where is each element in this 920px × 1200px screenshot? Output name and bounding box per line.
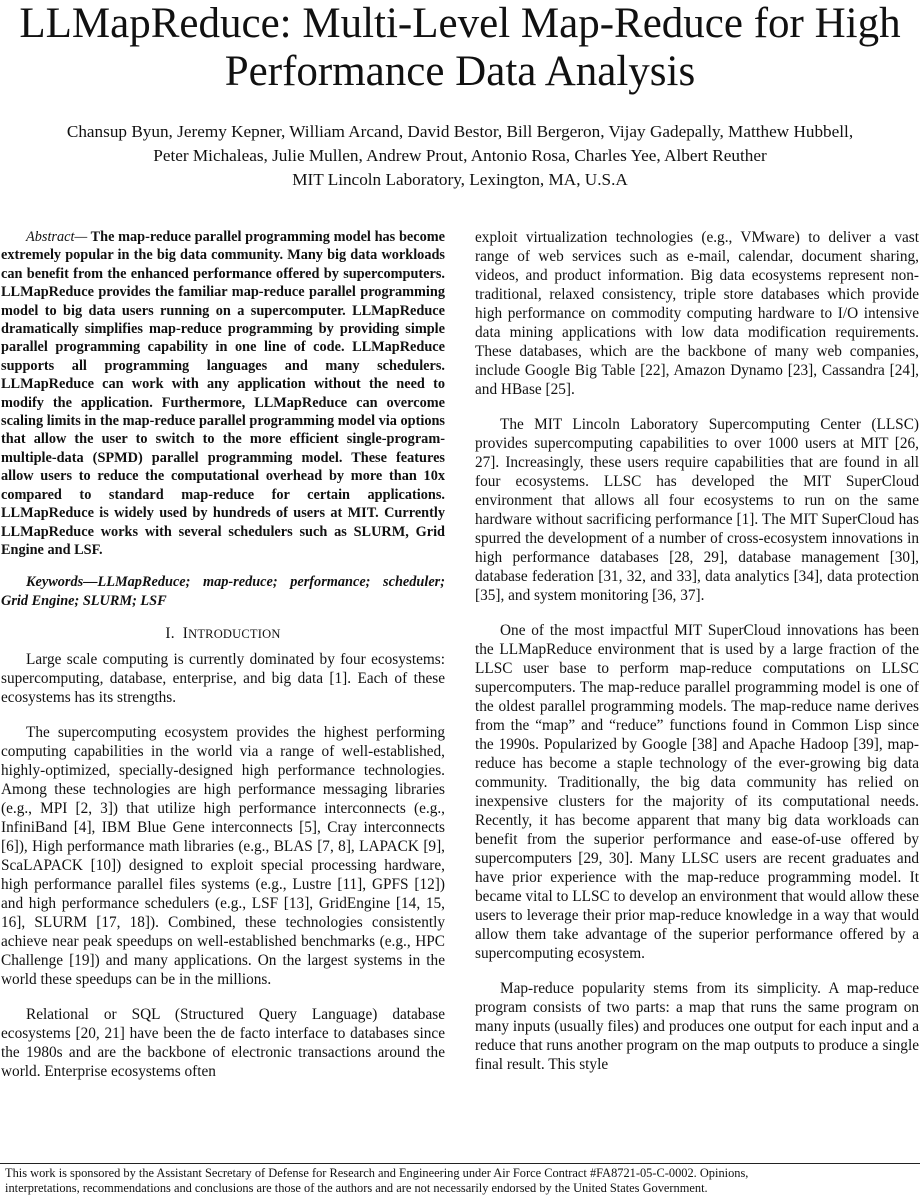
abstract-lead: Abstract— [26, 229, 88, 245]
author-list-line-1: Chansup Byun, Jeremy Kepner, William Arcand, David Bestor, Bill Bergeron, Vijay Gadepally, Matthew Hubbell, [66, 122, 854, 141]
affiliation: MIT Lincoln Laboratory, Lexington, MA, U.S.A [292, 170, 628, 189]
footnote [5, 1166, 915, 1196]
paragraph: exploit virtualization technologies (e.g., VMware) to deliver a vast range of web services such as e-mail, calendar, document sharing, videos, and product information. Big data ecosystems represent non-traditional, relaxed consistency, triple store databases which provide high performance on commodity computing hardware to I/O intensive data mining applications with low data modification requirements. These databases, which are the backbone of many web companies, include Google Big Table [22], Amazon Dynamo [23], Cassandra [24], and HBase [25]. [475, 229, 919, 398]
left-column [1, 228, 445, 1097]
abstract [1, 228, 445, 559]
paper-title-line-1: LLMapReduce: Multi-Level Map-Reduce for High [19, 0, 901, 47]
footnote-line-2: interpretations, recommendations and conclusions are those of the authors and are not necessarily endorsed by the United States Government. [5, 1181, 708, 1195]
paragraph: Relational or SQL (Structured Query Language) database ecosystems [20, 21] have been the de facto interface to databases since the 1980s and are the backbone of electronic transactions around the world. Enterprise ecosystems often [1, 1006, 445, 1081]
author-list-line-2: Peter Michaleas, Julie Mullen, Andrew Prout, Antonio Rosa, Charles Yee, Albert Reuther [153, 146, 767, 165]
section-title-rest: NTRODUCTION [188, 627, 281, 642]
section-numeral: I. [165, 625, 175, 643]
footnote-divider [0, 1163, 920, 1164]
paragraph: The supercomputing ecosystem provides the highest performing computing capabilities in the world via a range of well-established, highly-optimized, specially-designed high performance technologies. Among these technologies are high performance messaging libraries (e.g., MPI [2, 3]) that utilize high performance interconnects (e.g., InfiniBand [4], IBM Blue Gene interconnects [5], Cray interconnects [6]), High performance math libraries (e.g., BLAS [7, 8], LAPACK [9], ScaLAPACK [10]) designed to exploit special processing hardware, high performance parallel files systems (e.g., Lustre [11], GPFS [12]) and high performance schedulers (e.g., LSF [13], GridEngine [14, 15, 16], SLURM [17, 18]). Combined, these technologies consistently achieve near peak speedups on well-established benchmarks (e.g., HPC Challenge [19]) and many applications. On the largest systems in the world these speedups can be in the millions. [1, 724, 445, 989]
section-heading-introduction [1, 624, 445, 644]
paper-title-line-2: Performance Data Analysis [224, 48, 696, 95]
paragraph: Large scale computing is currently dominated by four ecosystems: supercomputing, database, enterprise, and big data [1]. Each of these ecosystems has its strengths. [1, 651, 445, 707]
paragraph: One of the most impactful MIT SuperCloud innovations has been the LLMapReduce environment that is used by a large fraction of the LLSC user base to perform map-reduce computations on LLSC supercomputers. The map-reduce parallel programming model is one of the oldest parallel programming models. The map-reduce name derives from the “map” and “reduce” functions found in Common Lisp since the 1990s. Popularized by Google [38] and Apache Hadoop [39], map-reduce has become a staple technology of the ever-growing big data community. Traditionally, the big data community has relied on inexpensive clusters for the majority of its computational needs. Recently, it has become apparent that many big data workloads can benefit from the superior performance and ease-of-use offered by supercomputers [29, 30]. Many LLSC users are recent graduates and have prior experience with the map-reduce programming model. It became vital to LLSC to develop an environment that would allow these users to leverage their prior map-reduce knowledge in a way that would allow them take advantage of the superior performance offered by a supercomputing ecosystem. [475, 622, 919, 962]
paragraph: The MIT Lincoln Laboratory Supercomputing Center (LLSC) provides supercomputing capabilities to over 1000 users at MIT [26, 27]. Increasingly, these users require capabilities that are found in all four ecosystems. LLSC has developed the MIT SuperCloud environment that allows all four ecosystems to run on the same hardware without sacrificing performance [1]. The MIT SuperCloud has spurred the development of a number of cross-ecosystem innovations in high performance databases [28, 29], database management [30], database federation [31, 32, and 33], data analytics [34], data protection [35], and system monitoring [36, 37]. [475, 416, 919, 604]
author-block [0, 120, 920, 192]
paragraph: Map-reduce popularity stems from its simplicity. A map-reduce program consists of two parts: a map that runs the same program on many inputs (usually files) and produces one output for each input and a reduce that runs another program on the map outputs to produce a single final result. This style [475, 980, 919, 1073]
keywords: Keywords—LLMapReduce; map-reduce; performance; scheduler; Grid Engine; SLURM; LSF [1, 574, 445, 609]
footnote-line-1: This work is sponsored by the Assistant Secretary of Defense for Research and Engineering under Air Force Contract #FA8721-05-C-0002. Opinions, [5, 1166, 749, 1180]
abstract-text: The map-reduce parallel programming model has become extremely popular in the big data community. Many big data workloads can benefit from the enhanced performance offered by supercomputers. LLMapReduce provides the familiar map-reduce parallel programming model to big data users running on a supercomputer. LLMapReduce dramatically simplifies map-reduce programming by providing simple parallel programming capability in one line of code. LLMapReduce supports all programming languages and many schedulers. LLMapReduce can work with any application without the need to modify the application. Furthermore, LLMapReduce can overcome scaling limits in the map-reduce parallel programming model via options that allow the user to switch to the more efficient single-program-multiple-data (SPMD) parallel programming model. These features allow users to reduce the computational overhead by more than 10x compared to standard map-reduce for certain applications. LLMapReduce is widely used by hundreds of users at MIT. Currently LLMapReduce works with several schedulers such as SLURM, Grid Engine and LSF. [1, 229, 445, 558]
right-column [475, 228, 919, 1090]
section-title-initial: I [182, 625, 189, 643]
paper-title [0, 0, 920, 96]
